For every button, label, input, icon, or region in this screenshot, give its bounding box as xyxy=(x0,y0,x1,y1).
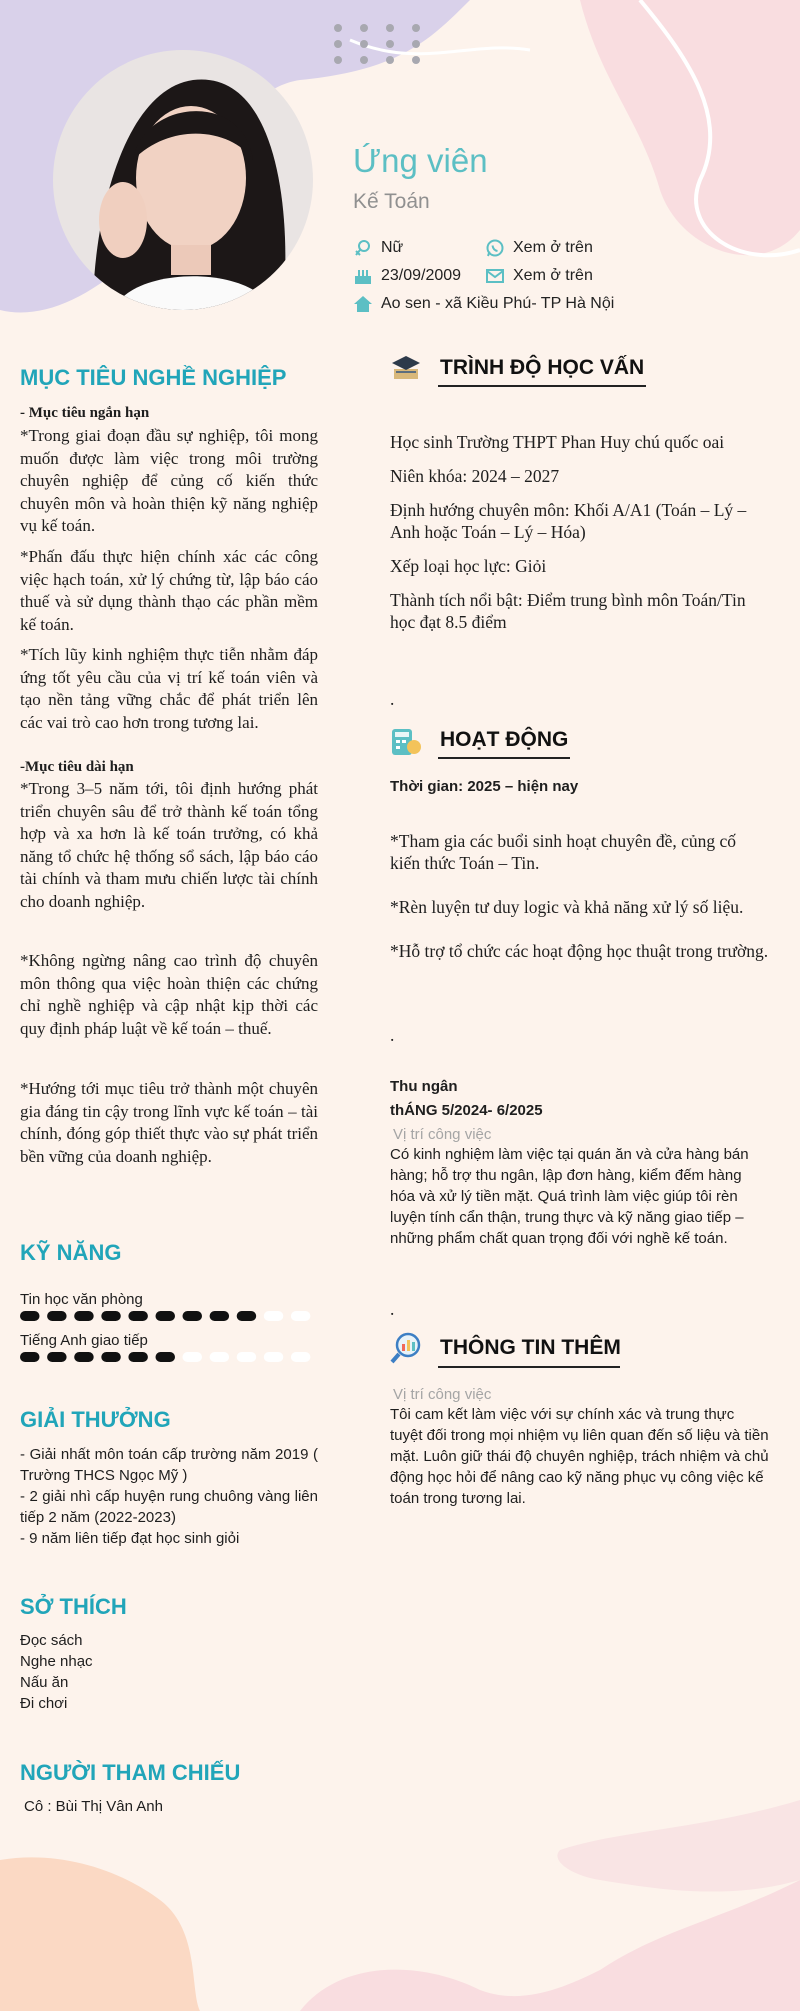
skill-segment xyxy=(264,1311,284,1321)
extra-position-label: Vị trí công việc xyxy=(393,1386,492,1403)
skill-segment xyxy=(210,1352,230,1362)
skill-segment xyxy=(237,1311,257,1321)
skill-name-english: Tiếng Anh giao tiếp xyxy=(20,1332,148,1349)
skill-segment xyxy=(210,1311,230,1321)
experience-dot: . xyxy=(390,1299,395,1319)
long-goal-1: *Trong 3–5 năm tới, tôi định hướng phát triển chuyên sâu để trở thành kế toán tổng hợp và xa hơn là kế toán trưởng, có khả năng tổ chức hệ thống sổ sách, lập báo cáo tài chính và tham mưu chiến lược tài chính cho doanh nghiệp. xyxy=(20,779,318,911)
calculator-icon xyxy=(390,725,422,757)
candidate-name: Ứng viên xyxy=(353,142,488,179)
awards-title: GIẢI THƯỞNG xyxy=(20,1407,171,1432)
skill-segment xyxy=(74,1311,94,1321)
job-period: thÁNG 5/2024- 6/2025 xyxy=(390,1102,543,1119)
skill-name-office: Tin học văn phòng xyxy=(20,1291,143,1308)
short-goal-2: *Phấn đấu thực hiện chính xác các công việc hạch toán, xử lý chứng từ, lập báo cáo thuế và sử dụng thành thạo các phần mềm kế toán. xyxy=(20,547,318,634)
skill-segment xyxy=(291,1311,311,1321)
skill-segment xyxy=(101,1311,121,1321)
candidate-role: Kế Toán xyxy=(353,190,430,213)
envelope-icon xyxy=(485,266,505,286)
gender-icon xyxy=(353,238,373,258)
education-title: TRÌNH ĐỘ HỌC VẤN xyxy=(440,356,645,379)
extra-info-title: THÔNG TIN THÊM xyxy=(440,1336,621,1359)
skills-title: KỸ NĂNG xyxy=(20,1240,122,1265)
hobby-item: Nghe nhạc xyxy=(20,1653,93,1670)
activities-title: HOẠT ĐỘNG xyxy=(440,728,569,751)
education-achievement: Thành tích nổi bật: Điểm trung bình môn Toán/Tin học đạt 8.5 điểm xyxy=(390,590,746,632)
education-years: Niên khóa: 2024 – 2027 xyxy=(390,466,560,486)
activities-title-underline xyxy=(438,757,570,759)
skill-bar-office xyxy=(20,1311,318,1321)
short-goal-1: *Trong giai đoạn đầu sự nghiệp, tôi mong muốn được làm việc trong môi trường chuyên nghiệp để củng cố kiến thức chuyên môn và hoàn thiện kỹ năng nghiệp vụ kế toán. xyxy=(20,426,318,535)
skill-bar-english xyxy=(20,1352,318,1362)
phone-info xyxy=(485,238,593,258)
skill-segment xyxy=(74,1352,94,1362)
hobbies-title: SỞ THÍCH xyxy=(20,1594,127,1619)
extra-info-title-underline xyxy=(438,1366,620,1368)
short-goal-3: *Tích lũy kinh nghiệm thực tiễn nhằm đáp ứng tốt yêu cầu của vị trí kế toán viên và tạo nền tảng vững chắc để phát triển lên các vai trò cao hơn trong tương lai. xyxy=(20,645,318,732)
graduation-cap-icon xyxy=(390,351,422,383)
education-dot: . xyxy=(390,689,395,709)
skill-segment xyxy=(183,1352,203,1362)
phone-text: Xem ở trên xyxy=(513,239,593,256)
email-info xyxy=(485,266,593,286)
whatsapp-icon xyxy=(485,238,505,258)
hobby-item: Đi chơi xyxy=(20,1695,68,1712)
skill-segment xyxy=(128,1352,148,1362)
job-position-label: Vị trí công việc xyxy=(393,1126,492,1143)
reference-person: Cô : Bùi Thị Vân Anh xyxy=(24,1798,163,1815)
skill-segment xyxy=(128,1311,148,1321)
long-goal-3: *Hướng tới mục tiêu trở thành một chuyên gia đáng tin cậy trong lĩnh vực kế toán – tài chính, đóng góp thiết thực vào sự phát triển bền vững của doanh nghiệp. xyxy=(20,1079,318,1166)
gender-info xyxy=(353,238,403,258)
dob-info xyxy=(353,266,461,286)
skill-segment xyxy=(20,1311,40,1321)
address-text: Ao sen - xã Kiều Phú- TP Hà Nội xyxy=(381,295,615,312)
activities-time: Thời gian: 2025 – hiện nay xyxy=(390,778,579,795)
skill-segment xyxy=(20,1352,40,1362)
extra-description: Tôi cam kết làm việc với sự chính xác và trung thực tuyệt đối trong mọi nhiệm vụ liên quan đến số liệu và tiền mặt. Luôn giữ thái độ chuyên nghiệp, trách nhiệm và chủ động học hỏi để nâng cao kỹ năng phục vụ công việc kế toán trong tương lai. xyxy=(390,1406,769,1507)
award-2: - 2 giải nhì cấp huyện rung chuông vàng liên tiếp 2 năm (2022-2023) xyxy=(20,1488,318,1526)
email-text: Xem ở trên xyxy=(513,267,593,284)
activity-1: *Tham gia các buổi sinh hoạt chuyên đề, củng cố kiến thức Toán – Tin. xyxy=(390,831,737,873)
skill-segment xyxy=(47,1311,67,1321)
award-1: - Giải nhất môn toán cấp trường năm 2019 ( Trường THCS Ngọc Mỹ ) xyxy=(20,1446,318,1484)
skill-segment xyxy=(47,1352,67,1362)
reference-title: NGƯỜI THAM CHIẾU xyxy=(20,1760,241,1785)
long-goal-2: *Không ngừng nâng cao trình độ chuyên môn thông qua việc hoàn thiện các chứng chỉ nghề nghiệp và cập nhật kịp thời các quy định pháp luật về kế toán – thuế. xyxy=(20,951,318,1038)
education-major: Định hướng chuyên môn: Khối A/A1 (Toán – Lý – Anh hoặc Toán – Lý – Hóa) xyxy=(390,500,747,542)
job-title: Thu ngân xyxy=(390,1078,458,1095)
home-icon xyxy=(353,294,373,314)
education-title-underline xyxy=(438,385,646,387)
education-school: Học sinh Trường THPT Phan Huy chú quốc oai xyxy=(390,432,725,452)
activities-dot: . xyxy=(390,1025,395,1045)
gender-text: Nữ xyxy=(381,239,404,256)
award-3: - 9 năm liên tiếp đạt học sinh giỏi xyxy=(20,1530,240,1547)
dob-text: 23/09/2009 xyxy=(381,267,462,284)
analytics-icon xyxy=(390,1332,422,1364)
activity-3: *Hỗ trợ tổ chức các hoạt động học thuật trong trường. xyxy=(390,941,769,961)
avatar xyxy=(53,50,313,310)
skill-segment xyxy=(101,1352,121,1362)
activity-2: *Rèn luyện tư duy logic và khả năng xử lý số liệu. xyxy=(390,897,744,917)
skill-segment xyxy=(237,1352,257,1362)
job-description: Có kinh nghiệm làm việc tại quán ăn và cửa hàng bán hàng; hỗ trợ thu ngân, lập đơn hàng, kiểm đếm hàng hóa và xử lý tiền mặt. Quá trình làm việc giúp tôi rèn luyện tính cẩn thận, trung thực và kỹ năng giao tiếp – những phẩm chất quan trọng đối với nghề kế toán. xyxy=(390,1146,749,1247)
long-term-label: -Mục tiêu dài hạn xyxy=(20,759,134,775)
career-goal-title: MỤC TIÊU NGHỀ NGHIỆP xyxy=(20,365,287,390)
skill-segment xyxy=(183,1311,203,1321)
skill-segment xyxy=(156,1311,176,1321)
skill-segment xyxy=(156,1352,176,1362)
address-info xyxy=(353,294,614,314)
skill-segment xyxy=(291,1352,311,1362)
skill-segment xyxy=(264,1352,284,1362)
short-term-label: - Mục tiêu ngắn hạn xyxy=(20,405,150,421)
education-rank: Xếp loại học lực: Giỏi xyxy=(390,556,547,576)
hobby-item: Đọc sách xyxy=(20,1632,83,1649)
cake-icon xyxy=(353,266,373,286)
hobby-item: Nấu ăn xyxy=(20,1674,69,1691)
